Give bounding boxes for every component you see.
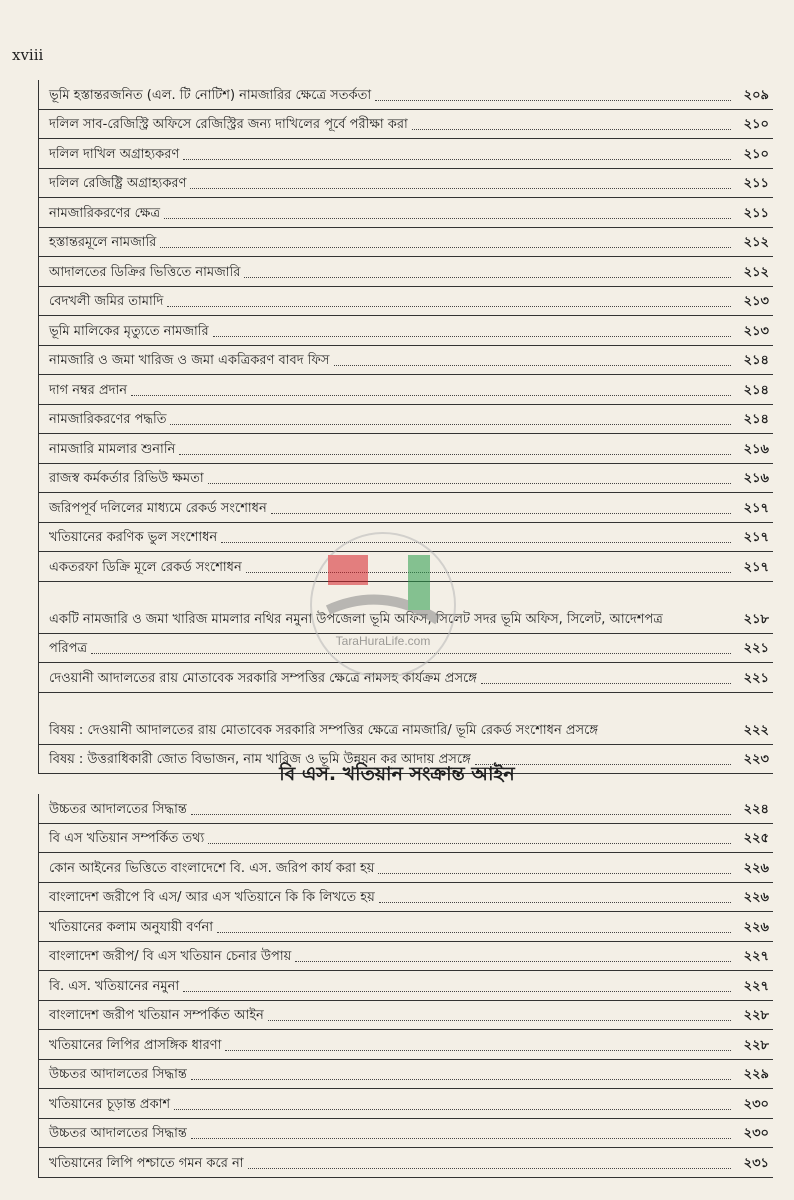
dot-leader (191, 1079, 731, 1080)
toc-entry[interactable] (39, 139, 773, 169)
dot-leader (208, 483, 731, 484)
toc-entry[interactable] (39, 80, 773, 110)
dot-leader (170, 424, 731, 425)
toc-entry-title: উচ্চতর আদালতের সিদ্ধান্ত (49, 1067, 187, 1083)
dot-leader (412, 129, 731, 130)
toc-entry-page: ২২১ (743, 670, 769, 686)
toc-entry[interactable] (39, 853, 773, 883)
toc-entry[interactable] (39, 257, 773, 287)
dot-leader (213, 336, 731, 337)
toc-entry-title: বি এস খতিয়ান সম্পর্কিত তথ্য (49, 831, 205, 847)
toc-entry-page: ২২৫ (743, 831, 769, 847)
toc-entry-title: বাংলাদেশ জরীপ খতিয়ান সম্পর্কিত আইন (49, 1008, 264, 1024)
toc-entry-page: ২১৪ (743, 382, 769, 398)
toc-entry-title: দলিল দাখিল অগ্রাহ্যকরণ (49, 146, 180, 162)
section-heading: বি এস. খতিয়ান সংক্রান্ত আইন (279, 763, 515, 785)
toc-entry[interactable] (39, 1060, 773, 1090)
dot-leader (217, 932, 731, 933)
toc-entry-title: দাগ নম্বর প্রদান (49, 382, 128, 398)
toc-entry[interactable] (39, 582, 773, 634)
dot-leader (271, 513, 731, 514)
toc-entry-page: ২১০ (743, 146, 769, 162)
dot-leader (481, 683, 731, 684)
toc-entry-title: খতিয়ানের কলাম অনুযায়ী বর্ণনা (49, 919, 214, 935)
dot-leader (167, 306, 731, 307)
dot-leader (179, 454, 731, 455)
toc-entry[interactable] (39, 794, 773, 824)
toc-entry[interactable] (39, 464, 773, 494)
toc-entry-title: বিষয় : উত্তরাধিকারী জোত বিভাজন, নাম খারিজ ও ভূমি উন্নয়ন কর আদায় প্রসঙ্গে (49, 752, 471, 768)
toc-entry-title: জরিপপূর্ব দলিলের মাধ্যমে রেকর্ড সংশোধন (49, 500, 267, 516)
toc-entry-title: ভূমি হস্তান্তরজনিত (এল. টি নোটিশ) নামজারির ক্ষেত্রে সতর্কতা (49, 87, 372, 103)
dot-leader (225, 1050, 731, 1051)
toc-entry-title: বাংলাদেশ জরীপে বি এস/ আর এস খতিয়ানে কি কি লিখতে হয় (49, 890, 375, 906)
toc-entry[interactable] (39, 824, 773, 854)
toc-entry[interactable] (39, 434, 773, 464)
dot-leader (268, 1020, 731, 1021)
dot-leader (208, 843, 731, 844)
toc-entry-page: ২২৮ (743, 1037, 769, 1053)
dot-leader (183, 159, 731, 160)
toc-entry-page: ২১২ (743, 264, 769, 280)
toc-entry-page: ২১৪ (743, 353, 769, 369)
toc-entry[interactable] (39, 552, 773, 582)
toc-section-2 (38, 794, 773, 1178)
toc-entry-page: ২৩০ (743, 1096, 769, 1112)
toc-entry[interactable] (39, 663, 773, 693)
toc-entry-title: খতিয়ানের লিপির প্রাসঙ্গিক ধারণা (49, 1037, 222, 1053)
toc-entry-page: ২২৬ (743, 919, 769, 935)
toc-entry-title: বেদখলী জমির তামাদি (49, 294, 164, 310)
toc-entry-title: একটি নামজারি ও জমা খারিজ মামলার নথির নমুনা উপজেলা ভূমি অফিস, সিলেট সদর ভূমি অফিস, সিলেট, আদেশপত্র (49, 611, 663, 627)
toc-entry-page: ২১৪ (743, 412, 769, 428)
toc-entry-title: বি. এস. খতিয়ানের নমুনা (49, 978, 180, 994)
toc-entry[interactable] (39, 169, 773, 199)
toc-entry-title: একতরফা ডিক্রি মূলে রেকর্ড সংশোধন (49, 559, 242, 575)
dot-leader (91, 653, 731, 654)
toc-entry[interactable] (39, 971, 773, 1001)
toc-entry-title: নামজারিকরণের ক্ষেত্র (49, 205, 160, 221)
toc-entry[interactable] (39, 912, 773, 942)
toc-entry[interactable] (39, 405, 773, 435)
dot-leader (295, 961, 731, 962)
page-number: xviii (12, 46, 44, 64)
toc-entry-title: হস্তান্তরমূলে নামজারি (49, 235, 157, 251)
toc-entry-page: ২১৭ (743, 500, 769, 516)
toc-entry-title: পরিপত্র (49, 641, 88, 657)
toc-entry-page: ২৩১ (743, 1155, 769, 1171)
toc-entry-title: দলিল সাব-রেজিস্ট্রি অফিসে রেজিস্ট্রির জন্য দাখিলের পূর্বে পরীক্ষা করা (49, 117, 408, 133)
toc-entry-page: ২১৩ (743, 294, 769, 310)
toc-entry[interactable] (39, 883, 773, 913)
toc-entry-page: ২২৬ (743, 890, 769, 906)
toc-entry-page: ২১৩ (743, 323, 769, 339)
toc-entry[interactable] (39, 1148, 773, 1178)
toc-entry-page: ২১১ (743, 205, 769, 221)
toc-entry[interactable] (39, 346, 773, 376)
toc-entry[interactable] (39, 198, 773, 228)
toc-entry[interactable] (39, 1119, 773, 1149)
toc-entry-page: ২১৭ (743, 530, 769, 546)
toc-entry-page: ২২৭ (743, 949, 769, 965)
dot-leader (160, 247, 731, 248)
toc-entry[interactable] (39, 287, 773, 317)
toc-entry-page: ২২১ (743, 641, 769, 657)
dot-leader (221, 542, 731, 543)
dot-leader (246, 572, 731, 573)
toc-entry-title: খতিয়ানের করণিক ভুল সংশোধন (49, 530, 218, 546)
toc-entry[interactable] (39, 1001, 773, 1031)
toc-entry-page: ২০৯ (743, 87, 769, 103)
dot-leader (248, 1168, 731, 1169)
toc-entry-title: উচ্চতর আদালতের সিদ্ধান্ত (49, 801, 187, 817)
toc-entry[interactable] (39, 316, 773, 346)
toc-section-1 (38, 80, 773, 774)
toc-entry[interactable] (39, 693, 773, 745)
toc-entry-title: ভূমি মালিকের মৃত্যুতে নামজারি (49, 323, 209, 339)
watermark-text: TaraHuraLife.com (335, 634, 431, 648)
toc-entry-title: রাজস্ব কর্মকর্তার রিভিউ ক্ষমতা (49, 471, 204, 487)
toc-entry-page: ২১১ (743, 176, 769, 192)
toc-entry-page: ২১২ (743, 235, 769, 251)
toc-entry[interactable] (39, 375, 773, 405)
toc-entry-title: বাংলাদেশ জরীপ/ বি এস খতিয়ান চেনার উপায় (49, 949, 292, 965)
toc-entry-page: ২২৬ (743, 860, 769, 876)
toc-entry-page: ২১০ (743, 117, 769, 133)
toc-entry[interactable] (39, 523, 773, 553)
toc-entry-title: কোন আইনের ভিত্তিতে বাংলাদেশে বি. এস. জরিপ কার্য করা হয় (49, 860, 375, 876)
toc-entry-page: ২২৪ (743, 801, 769, 817)
toc-entry-title: খতিয়ানের চূড়ান্ত প্রকাশ (49, 1096, 171, 1112)
dot-leader (183, 991, 731, 992)
dot-leader (244, 277, 731, 278)
toc-entry-title: নামজারি মামলার শুনানি (49, 441, 176, 457)
toc-entry-page: ২১৮ (743, 611, 769, 627)
dot-leader (191, 1138, 731, 1139)
toc-entry-title: আদালতের ডিক্রির ভিত্তিতে নামজারি (49, 264, 241, 280)
toc-entry-page: ২২৮ (743, 1008, 769, 1024)
toc-entry-page: ২১৬ (743, 441, 769, 457)
toc-entry-title: দলিল রেজিষ্ট্রি অগ্রাহ্যকরণ (49, 176, 187, 192)
toc-entry[interactable] (39, 1089, 773, 1119)
dot-leader (131, 395, 731, 396)
toc-entry-page: ২২৩ (743, 752, 769, 768)
dot-leader (378, 873, 731, 874)
toc-entry-page: ২৩০ (743, 1126, 769, 1142)
toc-entry[interactable] (39, 110, 773, 140)
toc-entry-page: ২১৭ (743, 559, 769, 575)
dot-leader (190, 188, 731, 189)
dot-leader (375, 100, 731, 101)
dot-leader (174, 1109, 731, 1110)
toc-entry[interactable] (39, 1030, 773, 1060)
toc-entry-title: খতিয়ানের লিপি পশ্চাতে গমন করে না (49, 1155, 244, 1171)
dot-leader (334, 365, 732, 366)
dot-leader (191, 814, 731, 815)
toc-entry-title: নামজারিকরণের পদ্ধতি (49, 412, 167, 428)
toc-entry-page: ২২২ (743, 722, 769, 738)
toc-entry-title: বিষয় : দেওয়ানী আদালতের রায় মোতাবেক সরকারি সম্পত্তির ক্ষেত্রে নামজারি/ ভূমি রেকর্ড সংশোধন প্রসঙ্গে (49, 722, 598, 738)
toc-entry-page: ২২৭ (743, 978, 769, 994)
toc-entry-title: দেওয়ানী আদালতের রায় মোতাবেক সরকারি সম্পত্তির ক্ষেত্রে নামসহ কার্যক্রম প্রসঙ্গে (49, 670, 477, 686)
toc-entry[interactable] (39, 228, 773, 258)
toc-entry-title: উচ্চতর আদালতের সিদ্ধান্ত (49, 1126, 187, 1142)
toc-entry[interactable] (39, 493, 773, 523)
toc-entry-page: ২১৬ (743, 471, 769, 487)
toc-entry-page: ২২৯ (743, 1067, 769, 1083)
dot-leader (379, 902, 731, 903)
toc-entry[interactable] (39, 634, 773, 664)
toc-entry[interactable] (39, 942, 773, 972)
toc-entry-title: নামজারি ও জমা খারিজ ও জমা একত্রিকরণ বাবদ ফিস (49, 353, 330, 369)
dot-leader (164, 218, 731, 219)
